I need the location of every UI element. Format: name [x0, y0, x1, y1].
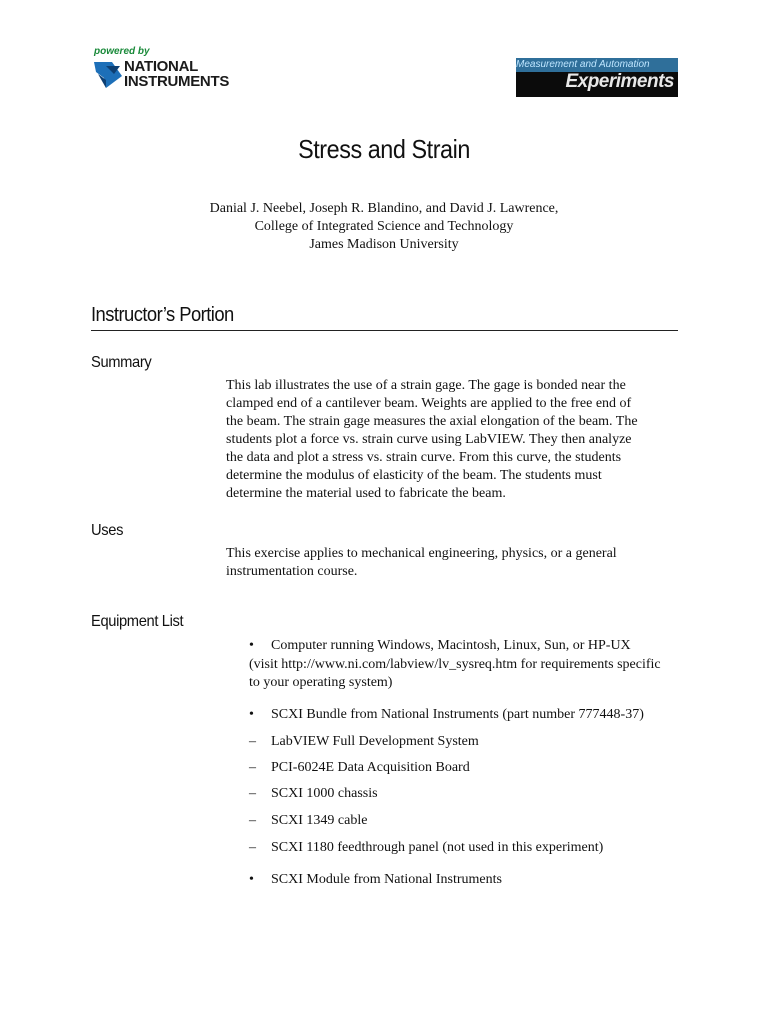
mae-logo-line2: Experiments — [565, 71, 674, 92]
sub-list-item-text: LabVIEW Full Development System — [271, 734, 479, 749]
dash-marker: – — [249, 840, 256, 855]
summary-paragraph — [226, 377, 678, 503]
university-line: James Madison University — [309, 237, 459, 252]
list-item-text: SCXI Bundle from National Instruments (part number 777448-37) — [271, 707, 644, 722]
summary-line: the beam. The strain gage measures the axial elongation of the beam. The — [226, 414, 638, 429]
summary-heading: Summary — [91, 354, 152, 371]
list-item — [249, 637, 689, 655]
summary-line: This lab illustrates the use of a strain gage. The gage is bonded near the — [226, 378, 626, 393]
measurement-automation-experiments-logo — [516, 58, 678, 97]
sub-list-item — [249, 733, 689, 751]
bullet-marker: • — [249, 707, 254, 722]
summary-line: students plot a force vs. strain curve using LabVIEW. They then analyze — [226, 432, 632, 447]
section-heading: Instructor’s Portion — [91, 304, 234, 326]
list-item — [249, 871, 689, 889]
summary-line: the data and plot a stress vs. strain curve. From this curve, the students — [226, 450, 622, 465]
sub-list-item — [249, 812, 689, 830]
dash-marker: – — [249, 734, 256, 749]
sub-list-item-text: SCXI 1349 cable — [271, 813, 368, 828]
uses-line: instrumentation course. — [226, 564, 358, 579]
uses-paragraph — [226, 545, 678, 581]
sub-list-item-text: PCI-6024E Data Acquisition Board — [271, 760, 470, 775]
sub-list-item — [249, 785, 689, 803]
ni-logo-line2: INSTRUMENTS — [124, 73, 230, 90]
college-line: College of Integrated Science and Technology — [254, 219, 514, 234]
uses-line: This exercise applies to mechanical engineering, physics, or a general — [226, 546, 617, 561]
authors-line: Danial J. Neebel, Joseph R. Blandino, and David J. Lawrence, — [209, 201, 559, 216]
dash-marker: – — [249, 813, 256, 828]
national-instruments-logo — [92, 46, 242, 98]
uses-heading: Uses — [91, 522, 124, 539]
sub-list-item-text: SCXI 1000 chassis — [271, 786, 378, 801]
list-item-note — [249, 656, 689, 692]
equipment-list-heading: Equipment List — [91, 613, 184, 630]
dash-marker: – — [249, 760, 256, 775]
bullet-marker: • — [249, 872, 254, 887]
bullet-marker: • — [249, 638, 254, 653]
author-block — [0, 200, 768, 254]
sub-list-item — [249, 759, 689, 777]
list-item — [249, 706, 689, 724]
list-item-text: SCXI Module from National Instruments — [271, 872, 502, 887]
dash-marker: – — [249, 786, 256, 801]
sub-list-item — [249, 839, 689, 857]
summary-line: determine the material used to fabricate the beam. — [226, 486, 506, 501]
summary-line: clamped end of a cantilever beam. Weights are applied to the free end of — [226, 396, 632, 411]
mae-logo-line1: Measurement and Automation — [516, 58, 678, 72]
ni-logo-line1: NATIONAL — [124, 58, 198, 75]
summary-line: determine the modulus of elasticity of the beam. The students must — [226, 468, 602, 483]
section-divider — [91, 330, 678, 331]
sub-list-item-text: SCXI 1180 feedthrough panel (not used in this experiment) — [271, 840, 604, 855]
list-item-text: Computer running Windows, Macintosh, Linux, Sun, or HP-UX — [271, 638, 631, 653]
ni-logo-powered-by: powered by — [94, 46, 150, 57]
list-item-note-line: to your operating system) — [249, 675, 393, 690]
ni-eagle-icon — [92, 58, 126, 92]
document-title: Stress and Strain — [298, 134, 470, 164]
list-item-note-line: (visit http://www.ni.com/labview/lv_sysreq.htm for requirements specific — [249, 657, 661, 672]
